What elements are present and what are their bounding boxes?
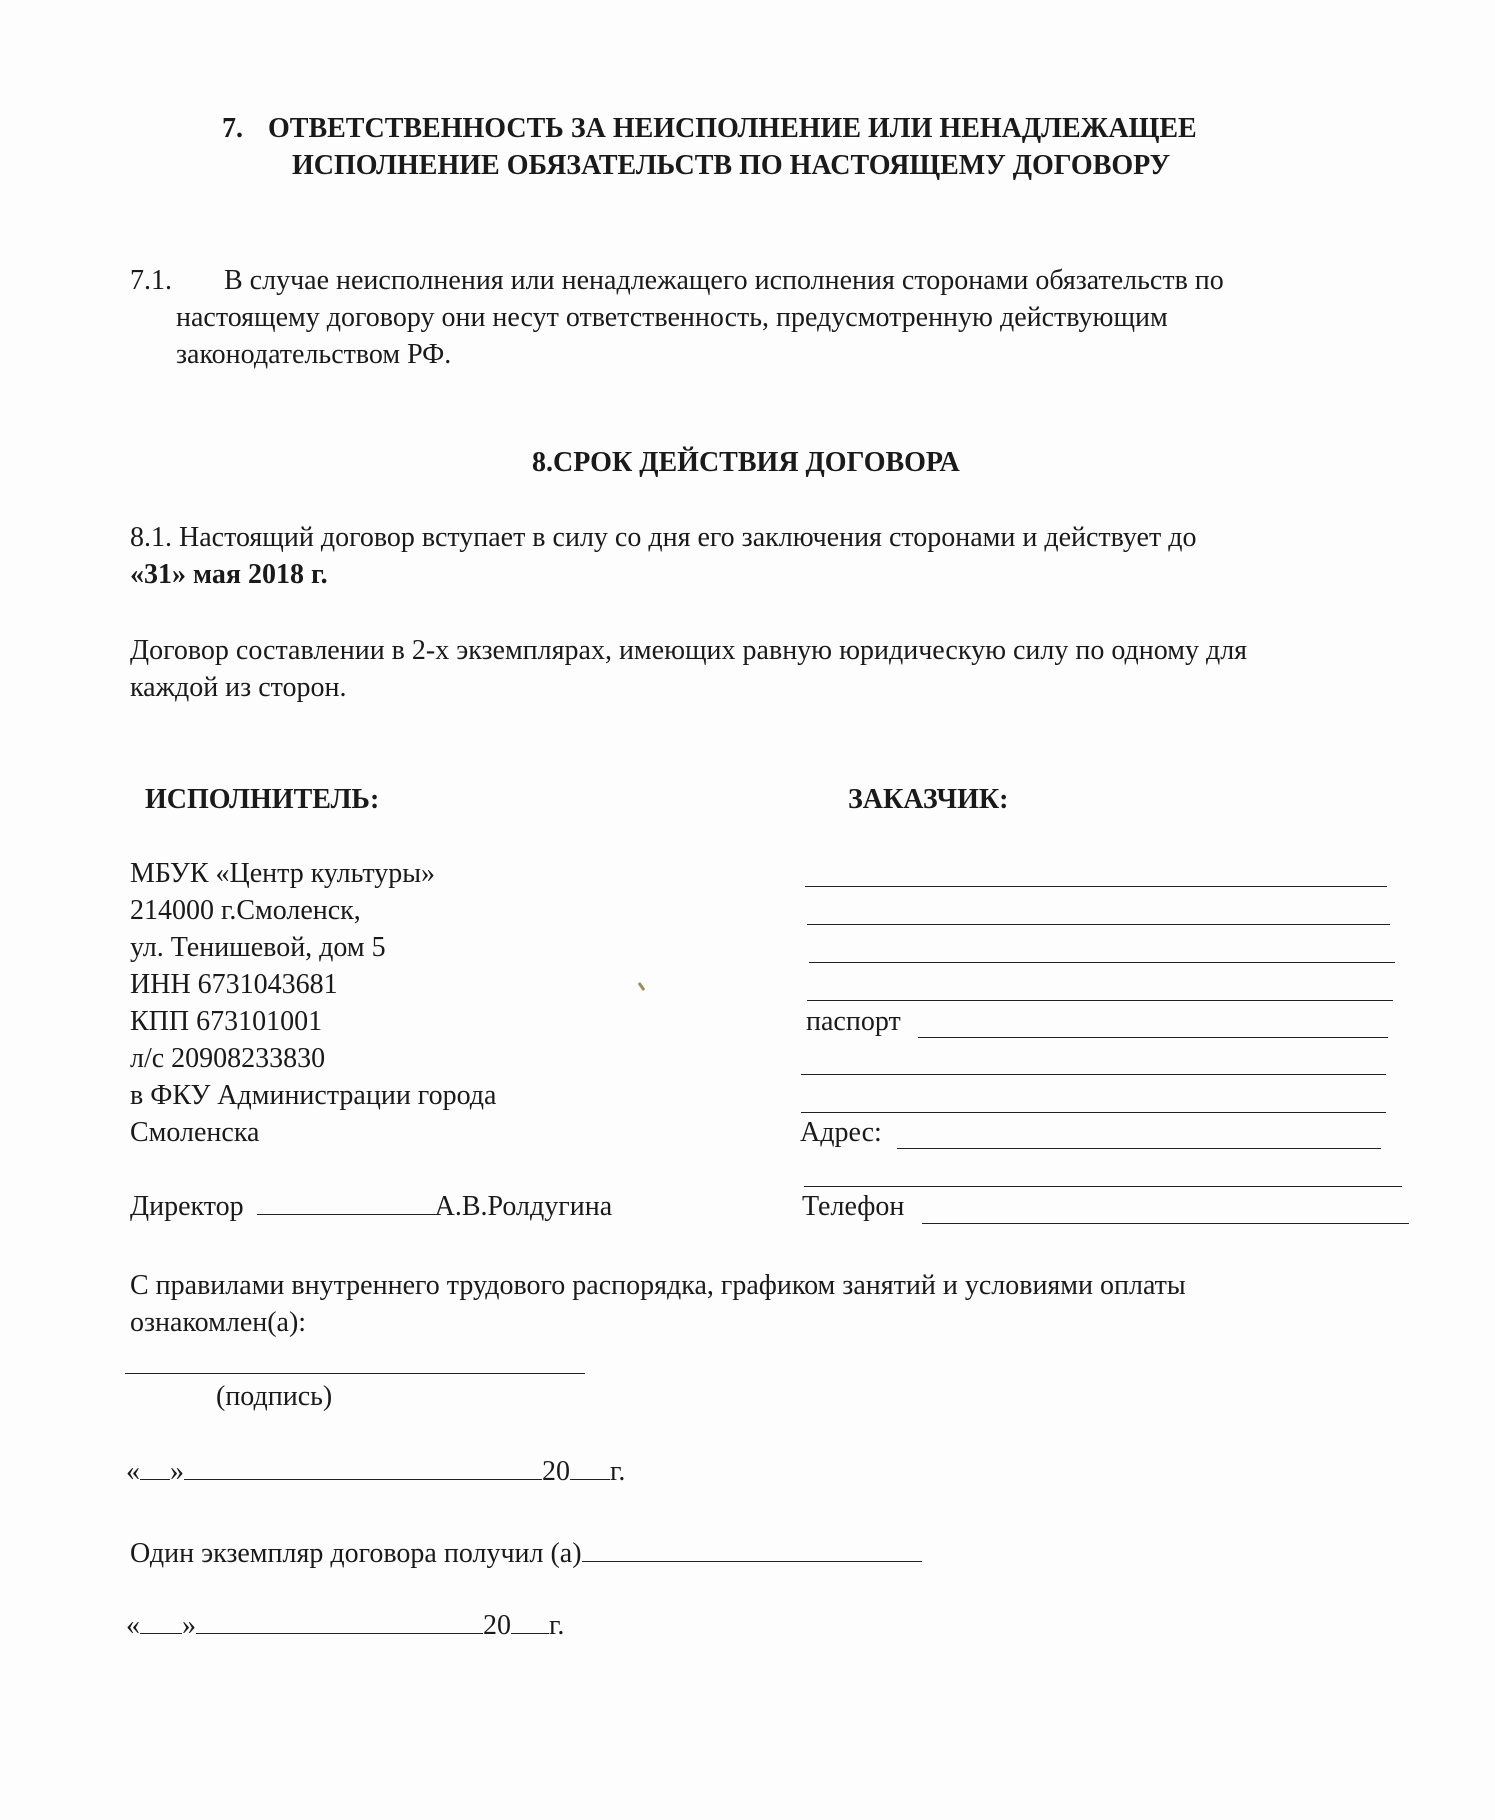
date-month-field[interactable] [184, 1453, 542, 1480]
executor-bank-line2: Смоленска [130, 1117, 260, 1148]
customer-name-field-2[interactable] [807, 924, 1390, 925]
date-open-quote: « [126, 1456, 140, 1487]
date-year-prefix: 20 [542, 1456, 570, 1487]
director-signature-field[interactable] [257, 1188, 435, 1215]
date2-year-prefix: 20 [483, 1610, 511, 1641]
clause-7-1-line3: законодательством РФ. [176, 339, 452, 370]
customer-passport-field-3[interactable] [801, 1112, 1386, 1113]
customer-passport-label: паспорт [806, 1006, 901, 1037]
date2-year-suffix: г. [549, 1610, 565, 1641]
date2-open-quote: « [126, 1610, 140, 1641]
copy-received-date-row [126, 1607, 564, 1644]
date2-day-field[interactable] [140, 1607, 182, 1634]
executor-street: ул. Тенишевой, дом 5 [130, 932, 386, 963]
signature-caption: (подпись) [216, 1381, 333, 1412]
clause-8-1-line1: 8.1. Настоящий договор вступает в силу со дня его заключения сторонами и действует до [130, 522, 1197, 553]
section-8-title: 8.СРОК ДЕЙСТВИЯ ДОГОВОРА [532, 447, 960, 478]
customer-passport-field-2[interactable] [801, 1074, 1386, 1075]
customer-name-field-4[interactable] [807, 1000, 1393, 1001]
section-7-number: 7. [222, 113, 243, 144]
date-day-field[interactable] [140, 1453, 170, 1480]
section-7-title-line1: ОТВЕТСТВЕННОСТЬ ЗА НЕИСПОЛНЕНИЕ ИЛИ НЕНАДЛЕЖАЩЕЕ [268, 113, 1197, 144]
date2-close-quote: » [182, 1610, 196, 1641]
scan-speck [638, 982, 646, 991]
executor-heading: ИСПОЛНИТЕЛЬ: [145, 784, 380, 815]
acknowledgement-line1: С правилами внутреннего трудового распорядка, графиком занятий и условиями оплаты [130, 1270, 1186, 1301]
copy-received-label: Один экземпляр договора получил (а) [130, 1538, 582, 1569]
date-year-suffix: г. [610, 1456, 626, 1487]
executor-city: 214000 г.Смоленск, [130, 895, 361, 926]
customer-name-field[interactable] [805, 886, 1387, 887]
customer-passport-field[interactable] [918, 1037, 1388, 1038]
customer-phone-label: Телефон [802, 1191, 905, 1222]
copy-received-row [130, 1535, 922, 1572]
acknowledgement-line2: ознакомлен(а): [130, 1307, 307, 1338]
clause-7-1-line1: В случае неисполнения или ненадлежащего исполнения сторонами обязательств по [224, 265, 1224, 296]
customer-address-label: Адрес: [800, 1117, 882, 1148]
executor-inn: ИНН 6731043681 [130, 969, 338, 1000]
executor-kpp: КПП 673101001 [130, 1006, 323, 1037]
customer-name-field-3[interactable] [809, 962, 1395, 963]
director-name: А.В.Ролдугина [434, 1191, 613, 1222]
clause-7-1-line2: настоящему договору они несут ответственность, предусмотренную действующим [176, 302, 1168, 333]
section-7-title-line2: ИСПОЛНЕНИЕ ОБЯЗАТЕЛЬСТВ ПО НАСТОЯЩЕМУ ДОГОВОРУ [292, 150, 1171, 181]
copies-line1: Договор составлении в 2-х экземплярах, имеющих равную юридическую силу по одному для [130, 635, 1248, 666]
customer-phone-field[interactable] [922, 1223, 1409, 1224]
date2-year-field[interactable] [511, 1607, 549, 1634]
executor-account: л/с 20908233830 [130, 1043, 326, 1074]
clause-7-1-number: 7.1. [130, 265, 172, 296]
customer-heading: ЗАКАЗЧИК: [848, 784, 1009, 815]
acknowledgement-signature-field[interactable] [125, 1373, 585, 1374]
customer-address-field[interactable] [897, 1148, 1381, 1149]
date-close-quote: » [170, 1456, 184, 1487]
acknowledgement-date-row [126, 1453, 625, 1490]
clause-8-1-date: «31» мая 2018 г. [130, 559, 328, 590]
copies-line2: каждой из сторон. [130, 672, 347, 703]
date-year-field[interactable] [570, 1453, 610, 1480]
director-label: Директор [130, 1191, 244, 1222]
director-signature-row [130, 1188, 612, 1225]
executor-org: МБУК «Центр культуры» [130, 858, 436, 889]
date2-month-field[interactable] [196, 1607, 483, 1634]
executor-bank-line1: в ФКУ Администрации города [130, 1080, 497, 1111]
customer-address-field-2[interactable] [804, 1186, 1402, 1187]
copy-received-signature-field[interactable] [582, 1535, 922, 1562]
